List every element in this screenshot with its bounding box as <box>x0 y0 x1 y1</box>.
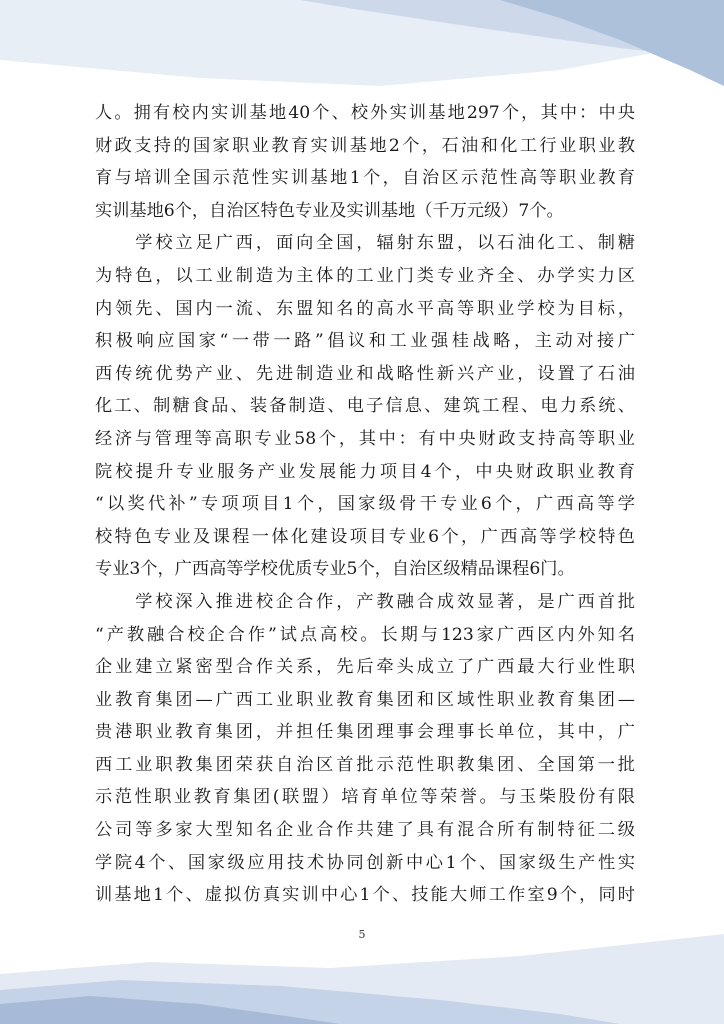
footer-decoration <box>0 934 724 1024</box>
text-line: 院校提升专业服务产业发展能力项目4个，中央财政职业教育 <box>95 461 635 482</box>
text-line: 学校立足广西，面向全国，辐射东盟，以石油化工、制糖 <box>95 233 635 254</box>
text-line: 经济与管理等高职专业58个，其中：有中央财政支持高等职业 <box>95 428 635 449</box>
text-line: 育与培训全国示范性实训基地1个，自治区示范性高等职业教育 <box>95 168 635 189</box>
text-line: 业教育集团—广西工业职业教育集团和区域性职业教育集团— <box>95 689 635 710</box>
text-line: 为特色，以工业制造为主体的工业门类专业齐全、办学实力区 <box>95 265 635 286</box>
text-line: 公司等多家大型知名企业合作共建了具有混合所有制特征二级 <box>95 820 635 841</box>
text-line: 校特色专业及课程一体化建设项目专业6个，广西高等学校特色 <box>95 526 635 547</box>
text-line: 企业建立紧密型合作关系，先后牵头成立了广西最大行业性职 <box>95 657 635 678</box>
text-line: “以奖代补”专项项目1个，国家级骨干专业6个，广西高等学 <box>95 494 635 515</box>
text-line: 西传统优势产业、先进制造业和战略性新兴产业，设置了石油 <box>95 363 635 384</box>
text-line: 专业3个，广西高等学校优质专业5个，自治区级精品课程6门。 <box>95 559 575 580</box>
paragraph-2 <box>95 227 635 586</box>
text-line: 学院4个、国家级应用技术协同创新中心1个、国家级生产性实 <box>95 852 635 873</box>
text-line: “产教融合校企合作”试点高校。长期与123家广西区内外知名 <box>95 624 635 645</box>
document-body <box>95 97 635 912</box>
text-line: 化工、制糖食品、装备制造、电子信息、建筑工程、电力系统、 <box>95 396 635 417</box>
text-line: 人。拥有校内实训基地40个、校外实训基地297个，其中：中央 <box>95 103 635 123</box>
paragraph-1 <box>95 97 635 227</box>
text-line: 实训基地6个，自治区特色专业及实训基地（千万元级）7个。 <box>95 200 564 221</box>
text-line: 财政支持的国家职业教育实训基地2个，石油和化工行业职业教 <box>95 135 635 156</box>
text-line: 学校深入推进校企合作，产教融合成效显著，是广西首批 <box>95 591 635 612</box>
text-line: 贵港职业教育集团，并担任集团理事会理事长单位，其中，广 <box>95 722 635 743</box>
text-line: 示范性职业教育集团(联盟）培育单位等荣誉。与玉柴股份有限 <box>95 787 635 808</box>
header-decoration <box>0 0 724 100</box>
page-number: 5 <box>358 928 366 941</box>
paragraph-3 <box>95 586 635 912</box>
text-line: 训基地1个、虚拟仿真实训中心1个、技能大师工作室9个，同时 <box>95 885 635 906</box>
text-line: 内领先、国内一流、东盟知名的高水平高等职业学校为目标， <box>95 298 635 319</box>
text-line: 积极响应国家“一带一路”倡议和工业强桂战略，主动对接广 <box>95 331 635 352</box>
text-line: 西工业职教集团荣获自治区首批示范性职教集团、全国第一批 <box>95 754 635 775</box>
